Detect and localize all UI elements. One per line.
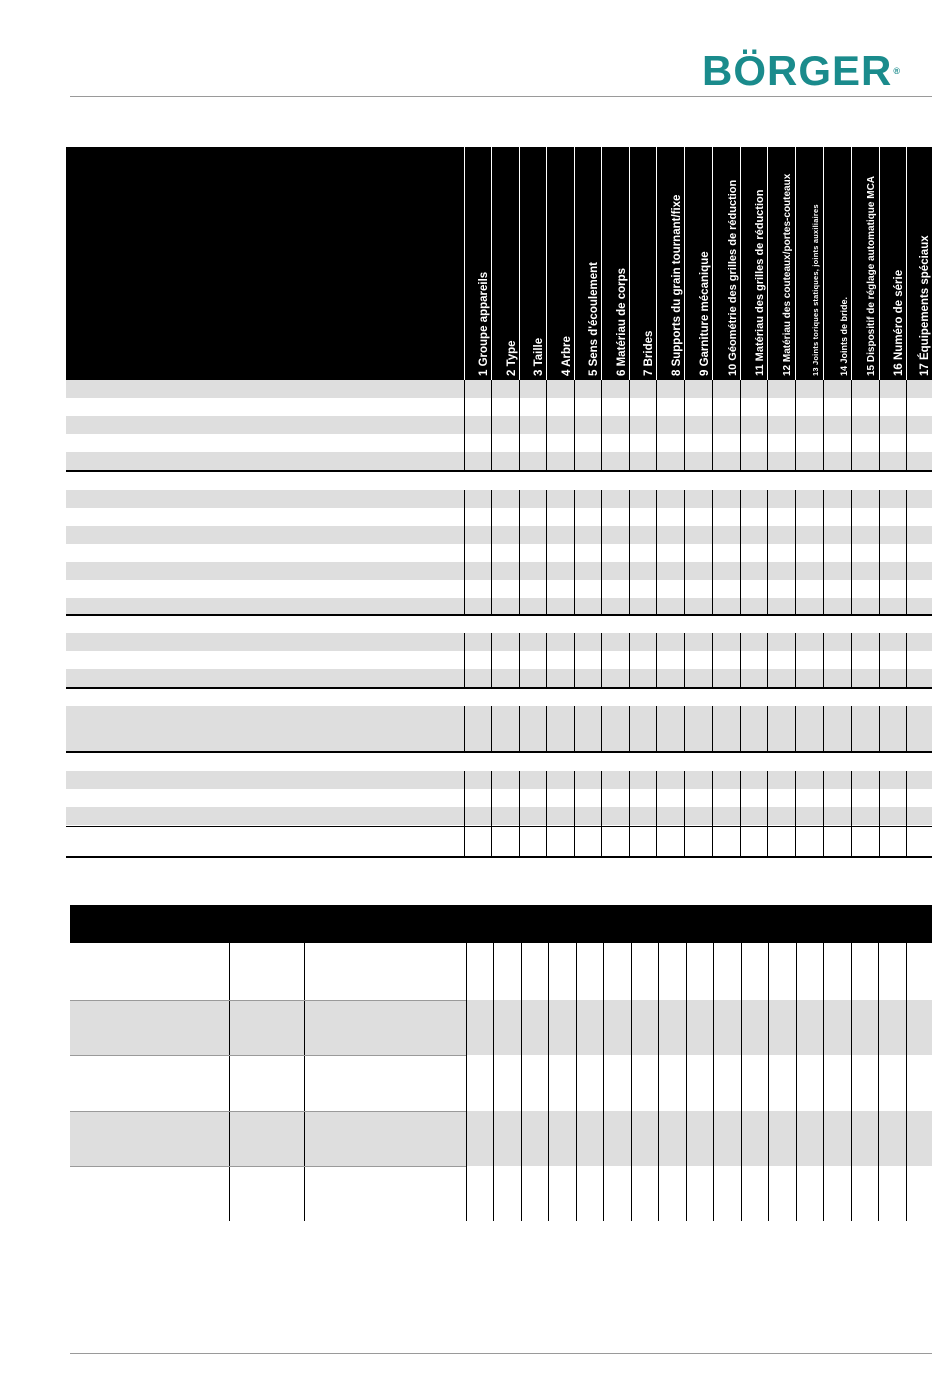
configuration-table-header-blank [66, 147, 464, 380]
table-row [66, 706, 932, 751]
column-header-label: 8 Supports du grain tournant/fixe [671, 194, 683, 376]
cell-divider [879, 380, 880, 470]
column-header [575, 147, 601, 380]
cell-divider [879, 633, 880, 687]
cell-divider [519, 490, 520, 614]
cell-divider [767, 633, 768, 687]
cell-divider [304, 905, 305, 1221]
row-separator [70, 1111, 466, 1112]
cell-divider [740, 380, 741, 470]
column-header [852, 147, 879, 380]
column-header [547, 147, 574, 380]
cell-divider [767, 490, 768, 614]
cell-divider [712, 771, 713, 856]
cell-divider [712, 633, 713, 687]
cell-divider [906, 905, 907, 1221]
cell-divider [795, 706, 796, 751]
cell-divider [658, 905, 659, 1221]
cell-divider [656, 633, 657, 687]
cell-divider [823, 771, 824, 856]
cell-divider [546, 771, 547, 856]
column-header-label: 2 Type [506, 340, 518, 376]
cell-divider [740, 706, 741, 751]
cell-divider [684, 380, 685, 470]
row-separator [70, 1166, 466, 1167]
cell-divider [574, 706, 575, 751]
cell-divider [656, 380, 657, 470]
cell-divider [795, 490, 796, 614]
cell-divider [768, 905, 769, 1221]
column-header-label: 1 Groupe appareils [478, 271, 490, 376]
cell-divider [491, 490, 492, 614]
cell-divider [906, 633, 907, 687]
cell-divider [491, 771, 492, 856]
cell-divider [851, 380, 852, 470]
cell-divider [906, 771, 907, 856]
cell-divider [851, 490, 852, 614]
column-header-label: 14 Joints de bride. [839, 296, 849, 376]
cell-divider [684, 490, 685, 614]
cell-divider [629, 380, 630, 470]
cell-divider [546, 490, 547, 614]
cell-divider [823, 633, 824, 687]
column-header-label: 12 Matériau des couteaux/portes-couteaux [782, 173, 793, 376]
cell-divider [491, 380, 492, 470]
cell-divider [601, 490, 602, 614]
cell-divider [767, 380, 768, 470]
cell-divider [795, 633, 796, 687]
cell-divider [601, 380, 602, 470]
cell-divider [713, 905, 714, 1221]
cell-divider [656, 771, 657, 856]
cell-divider [574, 490, 575, 614]
column-header-label: 16 Numéro de série [893, 269, 905, 376]
table-row [66, 490, 932, 508]
footer-rule [70, 1353, 932, 1354]
cell-divider [466, 905, 467, 1221]
column-header [880, 147, 906, 380]
column-header [630, 147, 656, 380]
table-row [66, 771, 932, 789]
cell-divider [879, 490, 880, 614]
cell-divider [740, 771, 741, 856]
cell-divider [519, 633, 520, 687]
cell-divider [767, 771, 768, 856]
brand-logo [702, 47, 917, 94]
cell-divider [851, 633, 852, 687]
cell-divider [906, 380, 907, 470]
cell-divider [712, 490, 713, 614]
cell-divider [629, 771, 630, 856]
cell-divider [603, 905, 604, 1221]
group-separator [66, 614, 932, 616]
cell-divider [546, 706, 547, 751]
column-header [824, 147, 851, 380]
cell-divider [601, 771, 602, 856]
cell-divider [576, 905, 577, 1221]
column-header [492, 147, 519, 380]
column-header [657, 147, 684, 380]
cell-divider [464, 706, 465, 751]
cell-divider [546, 380, 547, 470]
table-row [66, 452, 932, 470]
cell-divider [548, 905, 549, 1221]
cell-divider [629, 490, 630, 614]
cell-divider [795, 771, 796, 856]
cell-divider [684, 771, 685, 856]
table-row [66, 508, 932, 526]
cell-divider [491, 706, 492, 751]
column-header-label: 10 Géométrie des grilles de réduction [727, 179, 739, 376]
column-header [796, 147, 823, 380]
cell-divider [229, 905, 230, 1221]
cell-divider [493, 905, 494, 1221]
cell-divider [740, 633, 741, 687]
table-row [66, 562, 932, 580]
cell-divider [686, 905, 687, 1221]
cell-divider [712, 380, 713, 470]
table-row [66, 434, 932, 452]
group-separator [66, 856, 932, 858]
cell-divider [851, 706, 852, 751]
header-rule [70, 96, 932, 97]
cell-divider [631, 905, 632, 1221]
cell-divider [629, 706, 630, 751]
column-header-label: 7 Brides [643, 330, 655, 376]
column-header [685, 147, 712, 380]
column-header-label: 6 Matériau de corps [616, 267, 628, 376]
table-row [70, 1000, 932, 1055]
cell-divider [464, 490, 465, 614]
table-row [66, 544, 932, 562]
registered-mark: ® [893, 66, 900, 76]
column-header [713, 147, 740, 380]
cell-divider [879, 706, 880, 751]
column-header [741, 147, 767, 380]
column-header [602, 147, 629, 380]
cell-divider [851, 905, 852, 1221]
column-header-label: 3 Taille [533, 337, 545, 376]
cell-divider [851, 771, 852, 856]
column-header-label: 5 Sens d'écoulement [588, 262, 600, 376]
cell-divider [712, 706, 713, 751]
column-header [465, 147, 491, 380]
table-row [66, 669, 932, 687]
group-separator [66, 470, 932, 472]
row-separator [66, 826, 932, 827]
group-separator [66, 751, 932, 753]
table-row [66, 633, 932, 651]
cell-divider [684, 633, 685, 687]
cell-divider [823, 490, 824, 614]
table-row [66, 789, 932, 807]
cell-divider [491, 633, 492, 687]
row-separator [70, 1055, 466, 1056]
table-row [66, 416, 932, 434]
table-row [66, 380, 932, 398]
cell-divider [519, 380, 520, 470]
column-header [768, 147, 795, 380]
cell-divider [519, 706, 520, 751]
cell-divider [795, 380, 796, 470]
cell-divider [767, 706, 768, 751]
table-row [66, 398, 932, 416]
cell-divider [574, 633, 575, 687]
cell-divider [464, 380, 465, 470]
table-row [66, 526, 932, 544]
column-header-label: 15 Dispositif de réglage automatique MCA [866, 175, 877, 376]
cell-divider [601, 633, 602, 687]
cell-divider [574, 771, 575, 856]
cell-divider [574, 380, 575, 470]
cell-divider [878, 905, 879, 1221]
column-header-label: 17 Équipements spéciaux [919, 235, 931, 376]
cell-divider [521, 905, 522, 1221]
cell-divider [796, 905, 797, 1221]
table-row [66, 580, 932, 598]
cell-divider [906, 490, 907, 614]
column-header-label: 4 Arbre [561, 336, 573, 376]
cell-divider [656, 706, 657, 751]
cell-divider [601, 706, 602, 751]
column-header-label: 11 Matériau des grilles de réduction [754, 189, 766, 376]
column-header [907, 147, 932, 380]
revision-table-header [70, 905, 932, 943]
table-row [70, 1111, 932, 1166]
cell-divider [629, 633, 630, 687]
cell-divider [879, 771, 880, 856]
cell-divider [823, 380, 824, 470]
table-row [66, 807, 932, 825]
cell-divider [519, 771, 520, 856]
cell-divider [464, 633, 465, 687]
cell-divider [656, 490, 657, 614]
cell-divider [464, 771, 465, 856]
table-row [66, 651, 932, 669]
cell-divider [740, 490, 741, 614]
row-separator [70, 1000, 466, 1001]
column-header-label: 13 Joints toriques statiques, joints auxiliaires [811, 204, 820, 376]
column-header-label: 9 Garniture mécanique [699, 251, 711, 376]
column-header [520, 147, 546, 380]
cell-divider [741, 905, 742, 1221]
cell-divider [823, 905, 824, 1221]
cell-divider [906, 706, 907, 751]
cell-divider [684, 706, 685, 751]
cell-divider [823, 706, 824, 751]
brand-name: BÖRGER [702, 47, 893, 94]
group-separator [66, 687, 932, 689]
cell-divider [546, 633, 547, 687]
